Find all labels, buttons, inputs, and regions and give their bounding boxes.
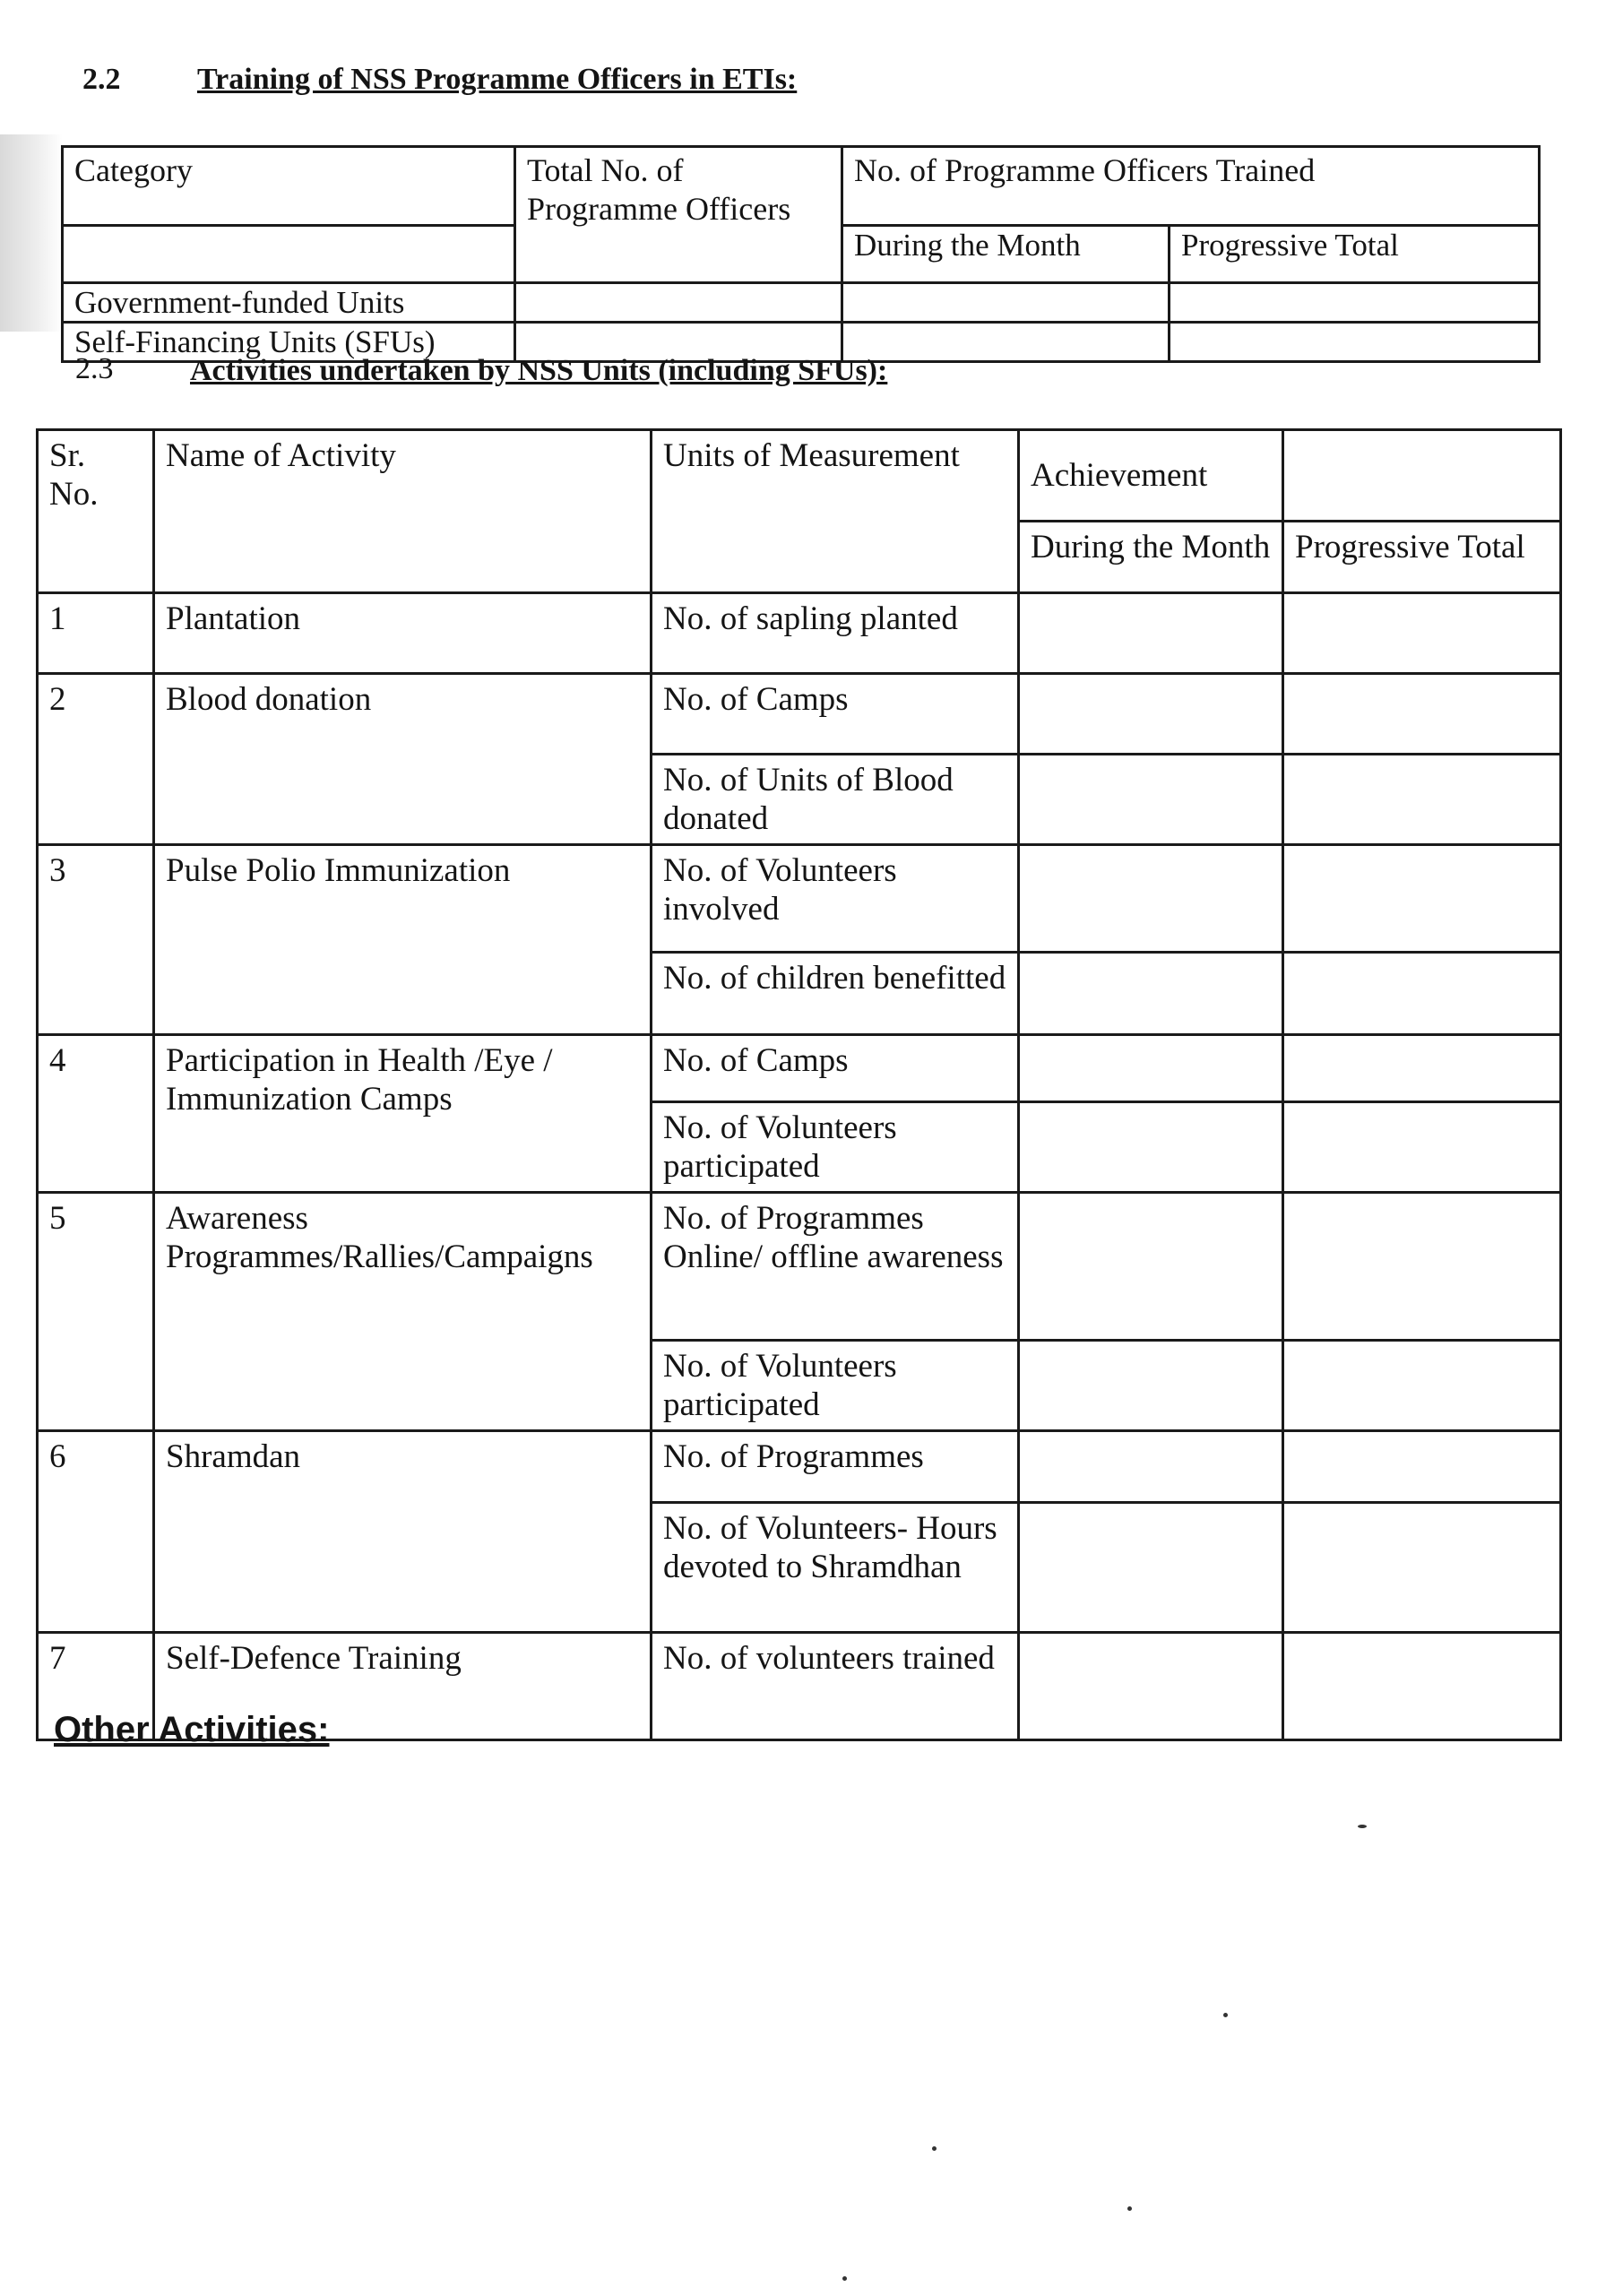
other-activities-label: Other Activities:: [54, 1710, 330, 1749]
progressive-total-cell: [1283, 1633, 1561, 1740]
header-officers-trained: No. of Programme Officers Trained: [842, 147, 1540, 226]
activity-name: Participation in Health /Eye / Immunization Camps: [154, 1035, 652, 1193]
header-total-officers: Total No. of Programme Officers: [515, 147, 842, 283]
header-during-month: During the Month: [1019, 522, 1283, 593]
header-sr-no: Sr. No.: [38, 430, 154, 593]
scan-speck: [842, 2276, 847, 2281]
progressive-total-cell: [1283, 755, 1561, 845]
header-achievement-blank: [1283, 430, 1561, 522]
progressive-total-cell: [1283, 1341, 1561, 1431]
during-month-cell: [1019, 1035, 1283, 1102]
header-achievement: Achievement: [1019, 430, 1283, 522]
activity-name: Pulse Polio Immunization: [154, 845, 652, 1035]
table-row: [38, 1193, 1561, 1341]
progressive-total-cell: [1283, 674, 1561, 755]
during-month-cell: [1019, 953, 1283, 1035]
header-progressive-total: Progressive Total: [1283, 522, 1561, 593]
sr-no: 7: [38, 1633, 154, 1740]
unit-measurement: No. of Units of Blood donated: [652, 755, 1019, 845]
progressive-total-cell: [1283, 593, 1561, 674]
activities-table: [36, 428, 1562, 1741]
scan-speck: [1223, 2013, 1228, 2017]
progressive-total-cell: [1283, 1431, 1561, 1503]
during-month-cell: [1019, 845, 1283, 953]
during-month-cell: [1019, 755, 1283, 845]
unit-measurement: No. of children benefitted: [652, 953, 1019, 1035]
row-category: Self-Financing Units (SFUs): [63, 323, 515, 362]
section-2-3-number: 2.3: [75, 352, 114, 385]
sr-no: 4: [38, 1035, 154, 1193]
during-month-cell: [1019, 1341, 1283, 1431]
unit-measurement: No. of Volunteers participated: [652, 1102, 1019, 1193]
progressive-total-cell: [1283, 1102, 1561, 1193]
unit-measurement: No. of Camps: [652, 674, 1019, 755]
unit-measurement: No. of Volunteers- Hours devoted to Shramdhan: [652, 1503, 1019, 1633]
unit-measurement: No. of sapling planted: [652, 593, 1019, 674]
sr-no: 6: [38, 1431, 154, 1633]
table-row: [38, 1035, 1561, 1102]
unit-measurement: No. of Programmes: [652, 1431, 1019, 1503]
progressive-total-cell: [1283, 1035, 1561, 1102]
during-month-cell: [1019, 1102, 1283, 1193]
unit-measurement: No. of Volunteers participated: [652, 1341, 1019, 1431]
row-progressive-total: [1170, 283, 1540, 323]
activity-name: Shramdan: [154, 1431, 652, 1633]
during-month-cell: [1019, 1193, 1283, 1341]
section-2-3-title: Activities undertaken by NSS Units (including SFUs):: [190, 354, 888, 387]
during-month-cell: [1019, 1633, 1283, 1740]
section-2-2-heading: [82, 63, 979, 108]
row-progressive-total: [1170, 323, 1540, 362]
sr-no: 1: [38, 593, 154, 674]
table-row: [63, 283, 1540, 323]
training-table: [61, 145, 1541, 363]
section-2-2-number: 2.2: [82, 63, 121, 96]
activity-name: Awareness Programmes/Rallies/Campaigns: [154, 1193, 652, 1431]
sr-no: 2: [38, 674, 154, 845]
scan-speck: [932, 2146, 937, 2151]
unit-measurement: No. of Programmes Online/ offline awareness: [652, 1193, 1019, 1341]
scan-speck: [1127, 2206, 1132, 2211]
scan-shadow: [0, 134, 63, 332]
during-month-cell: [1019, 1503, 1283, 1633]
during-month-cell: [1019, 1431, 1283, 1503]
header-during-month: During the Month: [842, 226, 1170, 283]
row-total: [515, 283, 842, 323]
header-activity-name: Name of Activity: [154, 430, 652, 593]
table-row: [38, 593, 1561, 674]
progressive-total-cell: [1283, 1503, 1561, 1633]
progressive-total-cell: [1283, 953, 1561, 1035]
activity-name: Blood donation: [154, 674, 652, 845]
sr-no: 3: [38, 845, 154, 1035]
scan-speck: [1358, 1825, 1367, 1828]
activity-name: Plantation: [154, 593, 652, 674]
row-category: Government-funded Units: [63, 283, 515, 323]
section-2-3-heading: [75, 352, 1151, 397]
progressive-total-cell: [1283, 845, 1561, 953]
table-row: [38, 674, 1561, 755]
row-during-month: [842, 283, 1170, 323]
header-category: Category: [63, 147, 515, 226]
unit-measurement: No. of Camps: [652, 1035, 1019, 1102]
during-month-cell: [1019, 593, 1283, 674]
section-2-2-title: Training of NSS Programme Officers in ETIs:: [197, 63, 798, 96]
during-month-cell: [1019, 674, 1283, 755]
sr-no: 5: [38, 1193, 154, 1431]
progressive-total-cell: [1283, 1193, 1561, 1341]
activity-name: Self-Defence Training: [154, 1633, 652, 1740]
header-category-blank: [63, 226, 515, 283]
header-units-measurement: Units of Measurement: [652, 430, 1019, 593]
unit-measurement: No. of Volunteers involved: [652, 845, 1019, 953]
unit-measurement: No. of volunteers trained: [652, 1633, 1019, 1740]
table-row: [38, 1431, 1561, 1503]
header-progressive-total: Progressive Total: [1170, 226, 1540, 283]
table-row: [38, 845, 1561, 953]
